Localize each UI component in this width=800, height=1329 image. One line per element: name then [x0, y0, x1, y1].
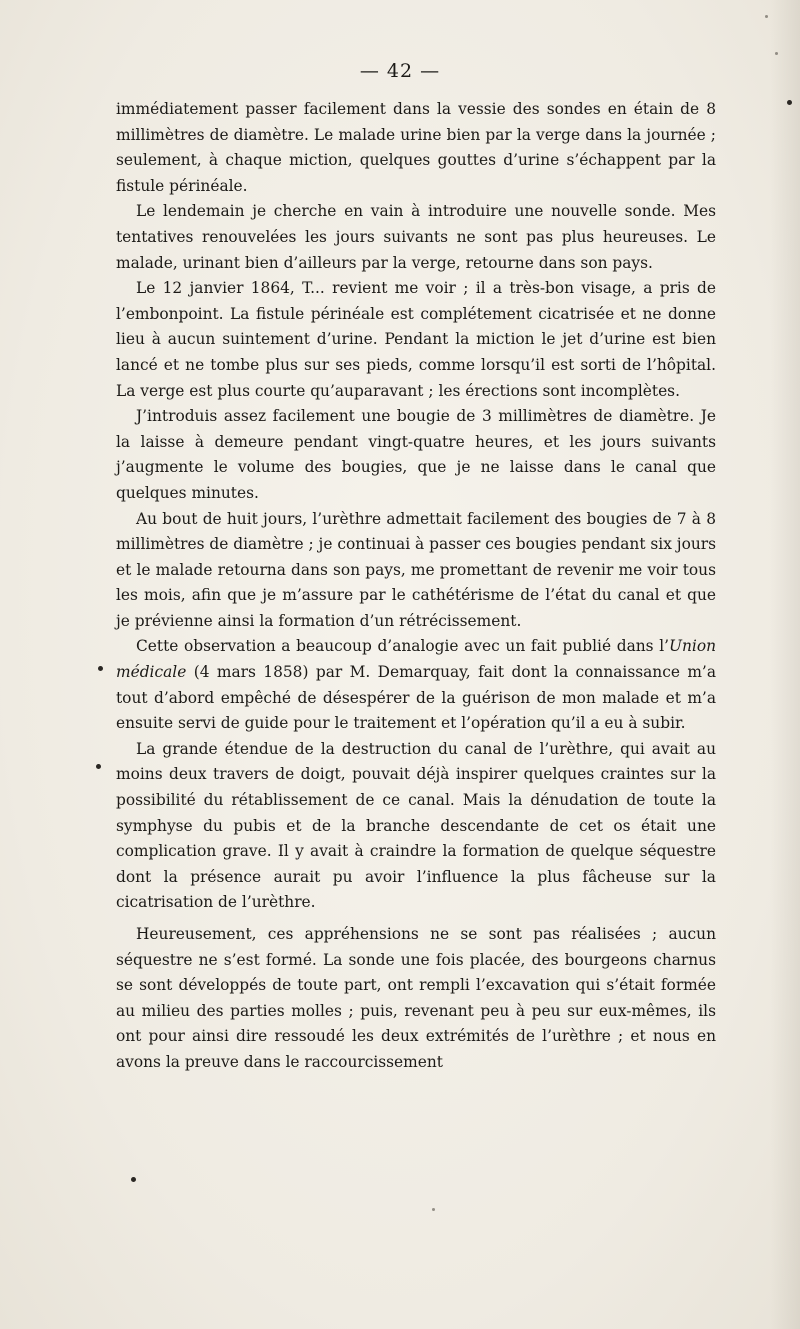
body-text: [116, 97, 716, 1076]
paragraph-2: Le lendemain je cherche en vain à introduire une nouvelle sonde. Mes tentatives renouvelées les jours suivants ne sont pas plus heureuses. Le malade, urinant bien d’ailleurs par la verge, retourne dans son pays.: [116, 202, 716, 272]
paper-speck: [765, 15, 768, 18]
paper-speck: [775, 52, 778, 55]
observation-rest: (4 mars 1858) par M. Demarquay, fait dont la connaissance m’a tout d’abord empêché de désespérer de la guérison de mon malade et m’a ensuite servi de guide pour le traitement et l’opération qu’il a eu à subir.: [116, 663, 716, 733]
paragraph-4: J’introduis assez facilement une bougie de 3 millimètres de diamètre. Je la laisse à demeure pendant vingt-quatre heures, et les jours suivants j’augmente le volume des bougies, que je ne laisse dans le canal que quelques minutes.: [116, 407, 716, 502]
paragraph-observation: [116, 634, 716, 736]
paragraph-3: Le 12 janvier 1864, T... revient me voir ; il a très-bon visage, a pris de l’embonpoint. La fistule périnéale est complétement cicatrisée et ne donne lieu à aucun suintement d’urine. Pendant la miction le jet d’urine est bien lancé et ne tombe plus sur ses pieds, comme lorsqu’il est sorti de l’hôpital. La verge est plus courte qu’auparavant ; les érections sont incomplètes.: [116, 279, 716, 400]
paragraph-5: Au bout de huit jours, l’urèthre admettait facilement des bougies de 7 à 8 millimètres de diamètre ; je continuai à passer ces bougies pendant six jours et le malade retourna dans son pays, me promettant de revenir me voir tous les mois, afin que je m’assure par le cathétérisme de l’état du canal et que je prévienne ainsi la formation d’un rétrécissement.: [116, 509, 717, 630]
observation-lead: Cette observation a beaucoup d’analogie avec un fait publié dans l’: [136, 637, 670, 656]
paragraph-8: Heureusement, ces appréhensions ne se sont pas réalisées ; aucun séquestre ne s’est formé. La sonde une fois placée, des bourgeons charnus se sont développés de toute part, ont rempli l’excavation qui s’était formée au milieu des parties molles ; puis, revenant peu à peu sur eux-mêmes, ils ont pour ainsi dire ressoudé les deux extrémités de l’urèthre ; et nous en avons la preuve dans le raccourcissement: [116, 925, 716, 1071]
page-number: — 42 —: [359, 60, 441, 82]
ink-dot: [98, 666, 103, 671]
paper-speck: [432, 1208, 435, 1211]
journal-title: Union médicale: [116, 637, 716, 682]
ink-dot: [96, 764, 101, 769]
page-edge-shadow: [770, 0, 800, 1329]
ink-dot: [131, 1177, 136, 1182]
paragraph-7: La grande étendue de la destruction du canal de l’urèthre, qui avait au moins deux travers de doigt, pouvait déjà inspirer quelques craintes sur la possibilité du rétablissement de ce canal. Mais la dénudation de toute la symphyse du pubis et de la branche descendante de cet os était une complication grave. Il y avait à craindre la formation de quelque séquestre dont la présence aurait pu avoir l’influence la plus fâcheuse sur la cicatrisation de l’urèthre.: [116, 739, 716, 912]
paragraph-1: immédiatement passer facilement dans la vessie des sondes en étain de 8 millimètres de diamètre. Le malade urine bien par la verge dans la journée ; seulement, à chaque miction, quelques gouttes d’urine s’échappent par la fistule périnéale.: [116, 100, 716, 195]
ink-dot: [787, 100, 792, 105]
